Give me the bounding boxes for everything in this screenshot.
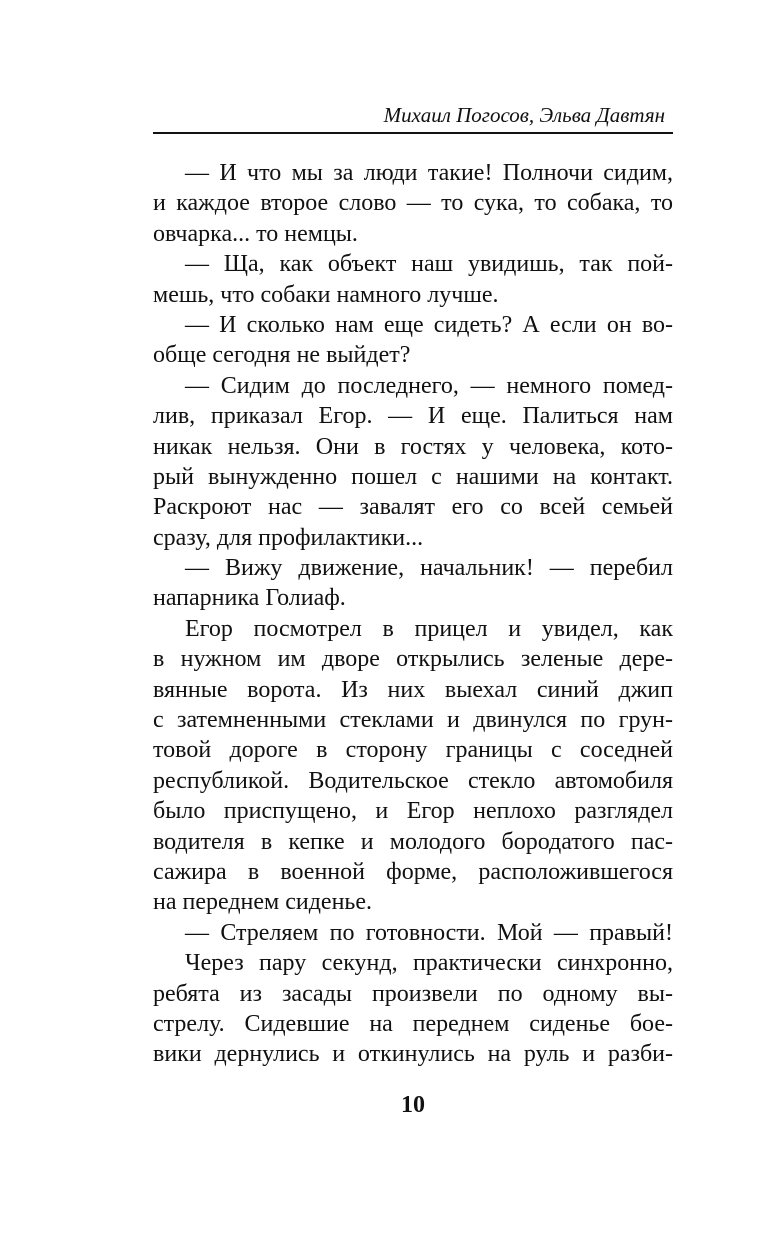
text-line: и каждое второе слово — то сука, то собака, то bbox=[153, 190, 673, 217]
text-line: — Вижу движение, начальник! — перебил bbox=[185, 555, 673, 582]
text-line: вянные ворота. Из них выехал синий джип bbox=[153, 676, 673, 703]
text-line: с затемненными стеклами и двинулся по грун- bbox=[153, 707, 673, 734]
text-line: вики дернулись и откинулись на руль и разби- bbox=[153, 1041, 673, 1068]
text-line: стрелу. Сидевшие на переднем сиденье бое- bbox=[153, 1010, 673, 1037]
running-title: Михаил Погосов, Эльва Давтян bbox=[383, 103, 665, 127]
text-line: на переднем сиденье. bbox=[153, 889, 373, 916]
text-line: — Сидим до последнего, — немного помед- bbox=[185, 372, 673, 399]
page-body-text bbox=[153, 158, 673, 1070]
text-line: сажира в военной форме, расположившегося bbox=[153, 858, 673, 885]
running-header bbox=[153, 100, 673, 134]
text-line: — Ща, как объект наш увидишь, так пой- bbox=[185, 251, 673, 278]
text-line: в нужном им дворе открылись зеленые дере- bbox=[153, 646, 673, 673]
text-line: было приспущено, и Егор неплохо разглядел bbox=[153, 798, 673, 825]
text-line: Через пару секунд, практически синхронно, bbox=[185, 950, 673, 977]
text-line: — Стреляем по готовности. Мой — правый! bbox=[185, 919, 673, 946]
text-line: сразу, для профилактики... bbox=[153, 524, 424, 551]
text-line: обще сегодня не выйдет? bbox=[153, 342, 411, 369]
text-line: рый вынужденно пошел с нашими на контакт. bbox=[153, 463, 673, 490]
page-number: 10 bbox=[401, 1092, 425, 1118]
text-line: Раскроют нас — завалят его со всей семьей bbox=[153, 494, 673, 521]
text-line: ребята из засады произвели по одному вы- bbox=[153, 980, 673, 1007]
text-line: — И что мы за люди такие! Полночи сидим, bbox=[185, 160, 673, 186]
text-line: овчарка... то немцы. bbox=[153, 220, 358, 247]
text-line: Егор посмотрел в прицел и увидел, как bbox=[185, 615, 673, 642]
text-line: напарника Голиаф. bbox=[153, 585, 346, 612]
text-line: водителя в кепке и молодого бородатого пас- bbox=[153, 828, 673, 855]
text-line: товой дороге в сторону границы с соседней bbox=[153, 737, 673, 764]
text-line: мешь, что собаки намного лучше. bbox=[153, 281, 499, 308]
text-line: республикой. Водительское стекло автомобиля bbox=[153, 767, 673, 794]
text-line: — И сколько нам еще сидеть? А если он во- bbox=[185, 311, 673, 338]
text-line: лив, приказал Егор. — И еще. Палиться нам bbox=[153, 403, 673, 430]
text-line: никак нельзя. Они в гостях у человека, кото- bbox=[153, 433, 673, 460]
